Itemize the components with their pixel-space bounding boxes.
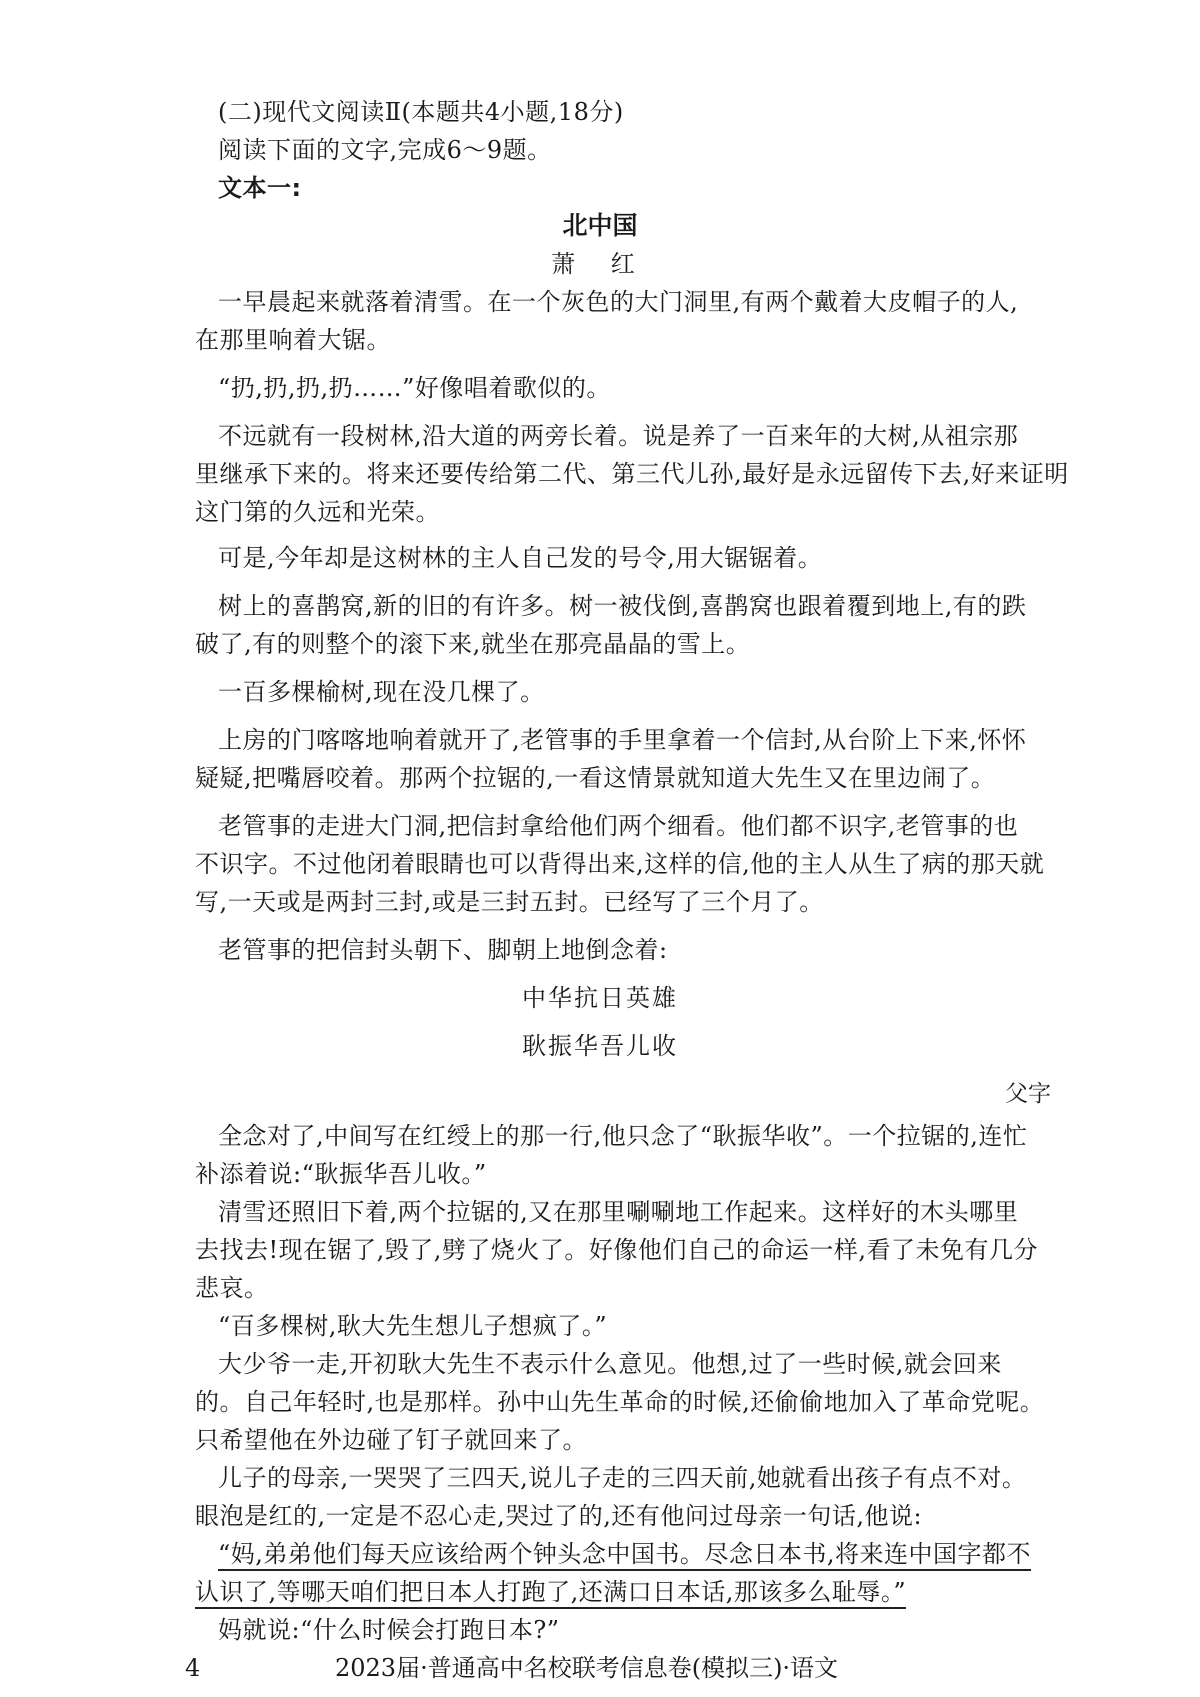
paragraph-line: 一早晨起来就落着清雪。在一个灰色的大门洞里,有两个戴着大皮帽子的人, [218,288,1019,316]
paragraph-line: 可是,今年却是这树林的主人自己发的号令,用大锯锯着。 [218,544,823,572]
paragraph-line: 上房的门喀喀地响着就开了,老管事的手里拿着一个信封,从台阶上下来,怀怀 [218,726,1027,754]
paragraph-line: 这门第的久远和光荣。 [195,498,440,526]
underlined-quote-text: 认识了,等哪天咱们把日本人打跑了,还满口日本话,那该多么耻辱。” [195,1578,906,1609]
paragraph-line: 全念对了,中间写在红绶上的那一行,他只念了“耿振华收”。一个拉锯的,连忙 [218,1122,1028,1150]
exam-title: 2023届·普通高中名校联考信息卷(模拟三)·语文 [335,1654,839,1682]
text-one-label: 文本一: [218,174,302,202]
paragraph-line: 补添着说:“耿振华吾儿收。” [195,1160,487,1188]
paragraph-line: 里继承下来的。将来还要传给第二代、第三代儿孙,最好是永远留传下去,好来证明 [195,460,1069,488]
paragraph-line: 破了,有的则整个的滚下来,就坐在那亮晶晶的雪上。 [195,630,751,658]
paragraph-line: 大少爷一走,开初耿大先生不表示什么意见。他想,过了一些时候,就会回来 [218,1350,1002,1378]
paragraph-line: 悲哀。 [195,1274,269,1302]
paragraph-line: 儿子的母亲,一哭哭了三四天,说儿子走的三四天前,她就看出孩子有点不对。 [218,1464,1027,1492]
section-heading: (二)现代文阅读Ⅱ(本题共4小题,18分) [218,98,624,126]
envelope-line-1: 中华抗日英雄 [522,984,678,1012]
paragraph-line: 一百多棵榆树,现在没几棵了。 [218,678,545,706]
paragraph-line: 妈就说:“什么时候会打跑日本?” [218,1616,560,1644]
paragraph-line: 写,一天或是两封三封,或是三封五封。已经写了三个月了。 [195,888,824,916]
envelope-signature: 父字 [1005,1081,1051,1107]
article-title: 北中国 [562,211,638,240]
envelope-line-2: 耿振华吾儿收 [522,1032,678,1060]
paragraph-line: 不识字。不过他闭着眼睛也可以背得出来,这样的信,他的主人从生了病的那天就 [195,850,1045,878]
paragraph-line: “百多棵树,耿大先生想儿子想疯了。” [218,1312,608,1340]
paragraph-line: 只希望他在外边碰了钉子就回来了。 [195,1426,587,1454]
paragraph-line: 疑疑,把嘴唇咬着。那两个拉锯的,一看这情景就知道大先生又在里边闹了。 [195,764,996,792]
paragraph-line: 清雪还照旧下着,两个拉锯的,又在那里唰唰地工作起来。这样好的木头哪里 [218,1198,1019,1226]
paragraph-line: 老管事的把信封头朝下、脚朝上地倒念着: [218,936,668,964]
paragraph-line: 不远就有一段树林,沿大道的两旁长着。说是养了一百来年的大树,从祖宗那 [218,422,1019,450]
underlined-quote-line [218,1536,1031,1572]
underlined-quote-line [195,1574,906,1610]
paragraph-line: 老管事的走进大门洞,把信封拿给他们两个细看。他们都不识字,老管事的也 [218,812,1019,840]
paragraph-line: 眼泡是红的,一定是不忍心走,哭过了的,还有他问过母亲一句话,他说: [195,1502,923,1530]
instruction-text: 阅读下面的文字,完成6～9题。 [218,136,552,164]
article-author: 萧 红 [551,250,649,278]
underlined-quote-text: “妈,弟弟他们每天应该给两个钟头念中国书。尽念日本书,将来连中国字都不 [218,1540,1031,1571]
page-number: 4 [185,1654,201,1682]
paragraph-line: 树上的喜鹊窝,新的旧的有许多。树一被伐倒,喜鹊窝也跟着覆到地上,有的跌 [218,592,1027,620]
paragraph-line: 的。自己年轻时,也是那样。孙中山先生革命的时候,还偷偷地加入了革命党呢。 [195,1388,1045,1416]
paragraph-line: 去找去!现在锯了,毁了,劈了烧火了。好像他们自己的命运一样,看了未免有几分 [195,1236,1039,1264]
paragraph-line: “扔,扔,扔,扔……”好像唱着歌似的。 [218,374,611,402]
paragraph-line: 在那里响着大锯。 [195,326,391,354]
